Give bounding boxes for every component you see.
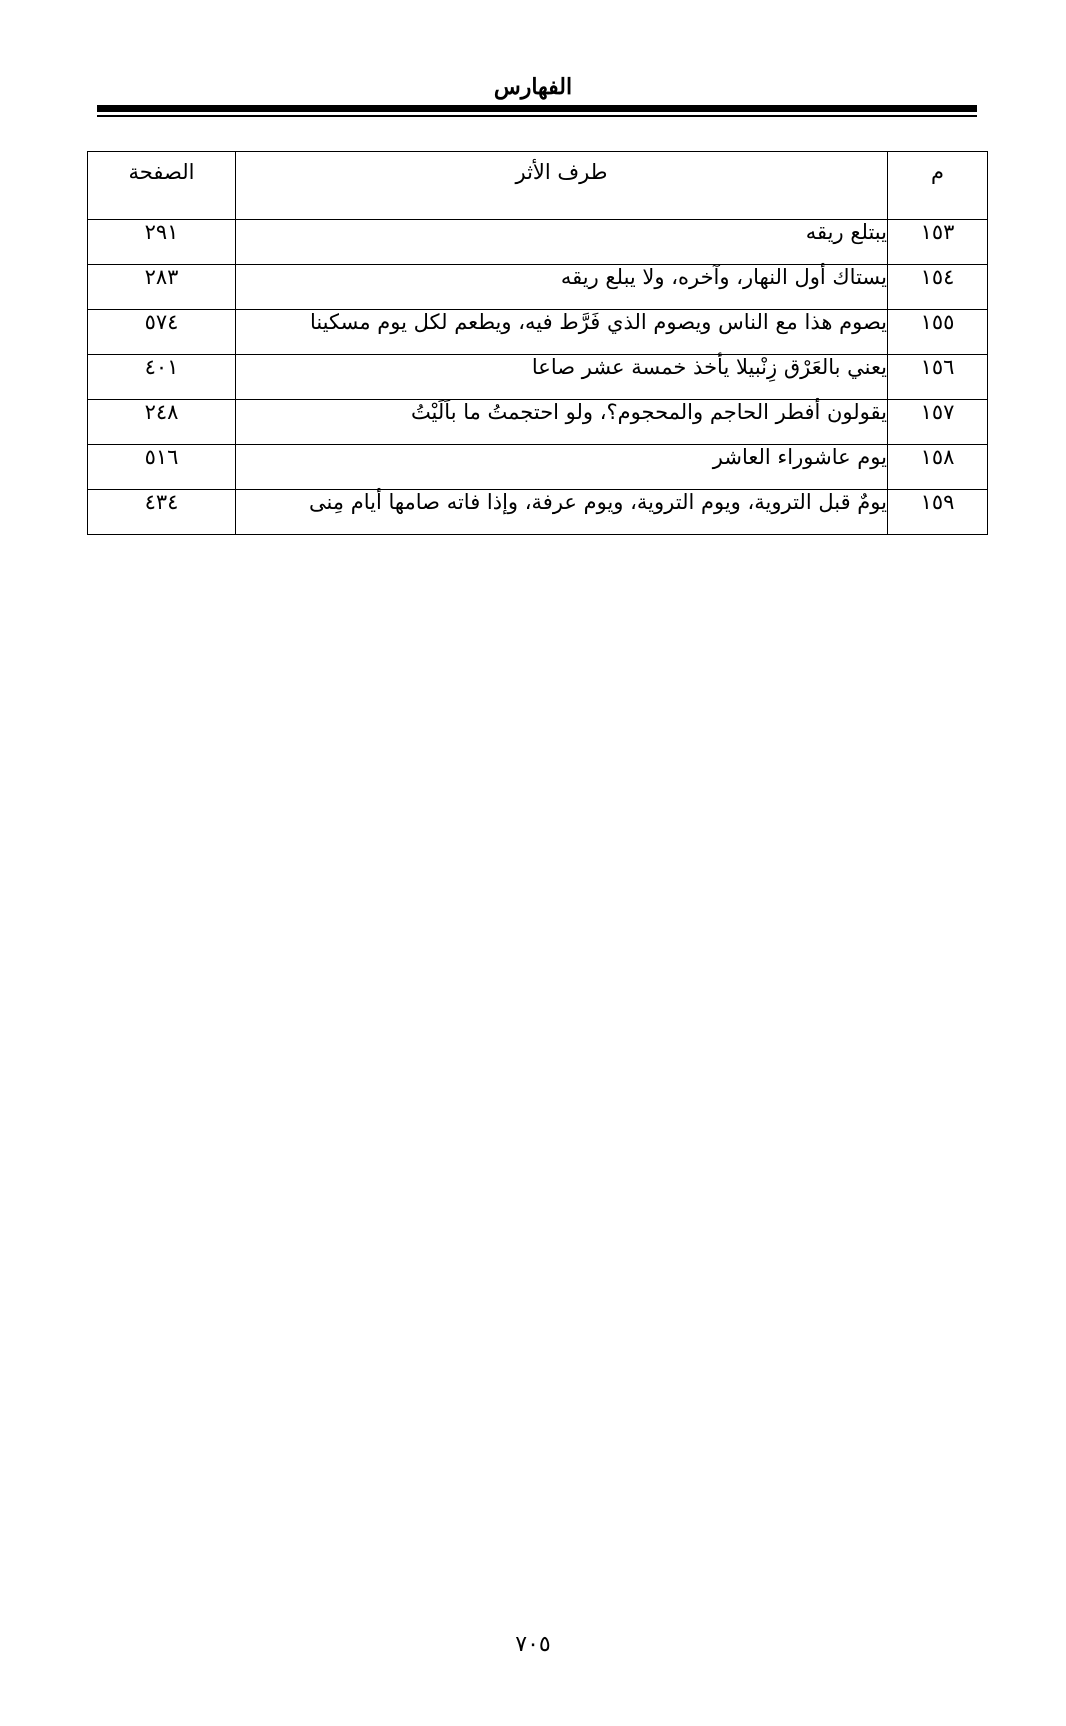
running-header-title: الفهارس: [493, 74, 573, 100]
row-page: ٢٨٣: [88, 265, 236, 310]
row-number: ١٥٩: [888, 490, 988, 535]
table-row: [88, 445, 988, 490]
row-athar-text: يعني بالعَرْق زِنْبيلا يأخذ خمسة عشر صاعا: [236, 355, 888, 400]
table-row: [88, 310, 988, 355]
row-page: ٥١٦: [88, 445, 236, 490]
table-row: [88, 220, 988, 265]
row-athar-text: يوم عاشوراء العاشر: [236, 445, 888, 490]
table-row: [88, 265, 988, 310]
row-number: ١٥٦: [888, 355, 988, 400]
row-number: ١٥٤: [888, 265, 988, 310]
row-athar-text: يقولون أفطر الحاجم والمحجوم؟، ولو احتجمتُ ما باَلَيْتُ: [236, 400, 888, 445]
row-athar-text: يبتلع ريقه: [236, 220, 888, 265]
header-number: م: [888, 152, 988, 220]
header-athar-start: طرف الأثر: [236, 152, 888, 220]
row-number: ١٥٨: [888, 445, 988, 490]
athar-index-table: [87, 151, 988, 535]
page-number: ٧٠٥: [515, 1632, 551, 1657]
row-number: ١٥٥: [888, 310, 988, 355]
row-page: ٤٠١: [88, 355, 236, 400]
table-row: [88, 490, 988, 535]
row-athar-text: يصوم هذا مع الناس ويصوم الذي فَرَّط فيه، ويطعم لكل يوم مسكينا: [236, 310, 888, 355]
row-number: ١٥٣: [888, 220, 988, 265]
row-number: ١٥٧: [888, 400, 988, 445]
table-header-row: [88, 152, 988, 220]
header-rule-thick: [97, 105, 977, 112]
row-page: ٢٤٨: [88, 400, 236, 445]
table-row: [88, 355, 988, 400]
row-athar-text: يومٌ قبل التروية، ويوم التروية، ويوم عرفة، وإذا فاته صامها أيام مِنى: [236, 490, 888, 535]
header-page: الصفحة: [88, 152, 236, 220]
row-page: ٤٣٤: [88, 490, 236, 535]
header-rule-thin: [97, 115, 977, 117]
row-page: ٥٧٤: [88, 310, 236, 355]
table-row: [88, 400, 988, 445]
row-athar-text: يستاك أول النهار، وآخره، ولا يبلع ريقه: [236, 265, 888, 310]
row-page: ٢٩١: [88, 220, 236, 265]
